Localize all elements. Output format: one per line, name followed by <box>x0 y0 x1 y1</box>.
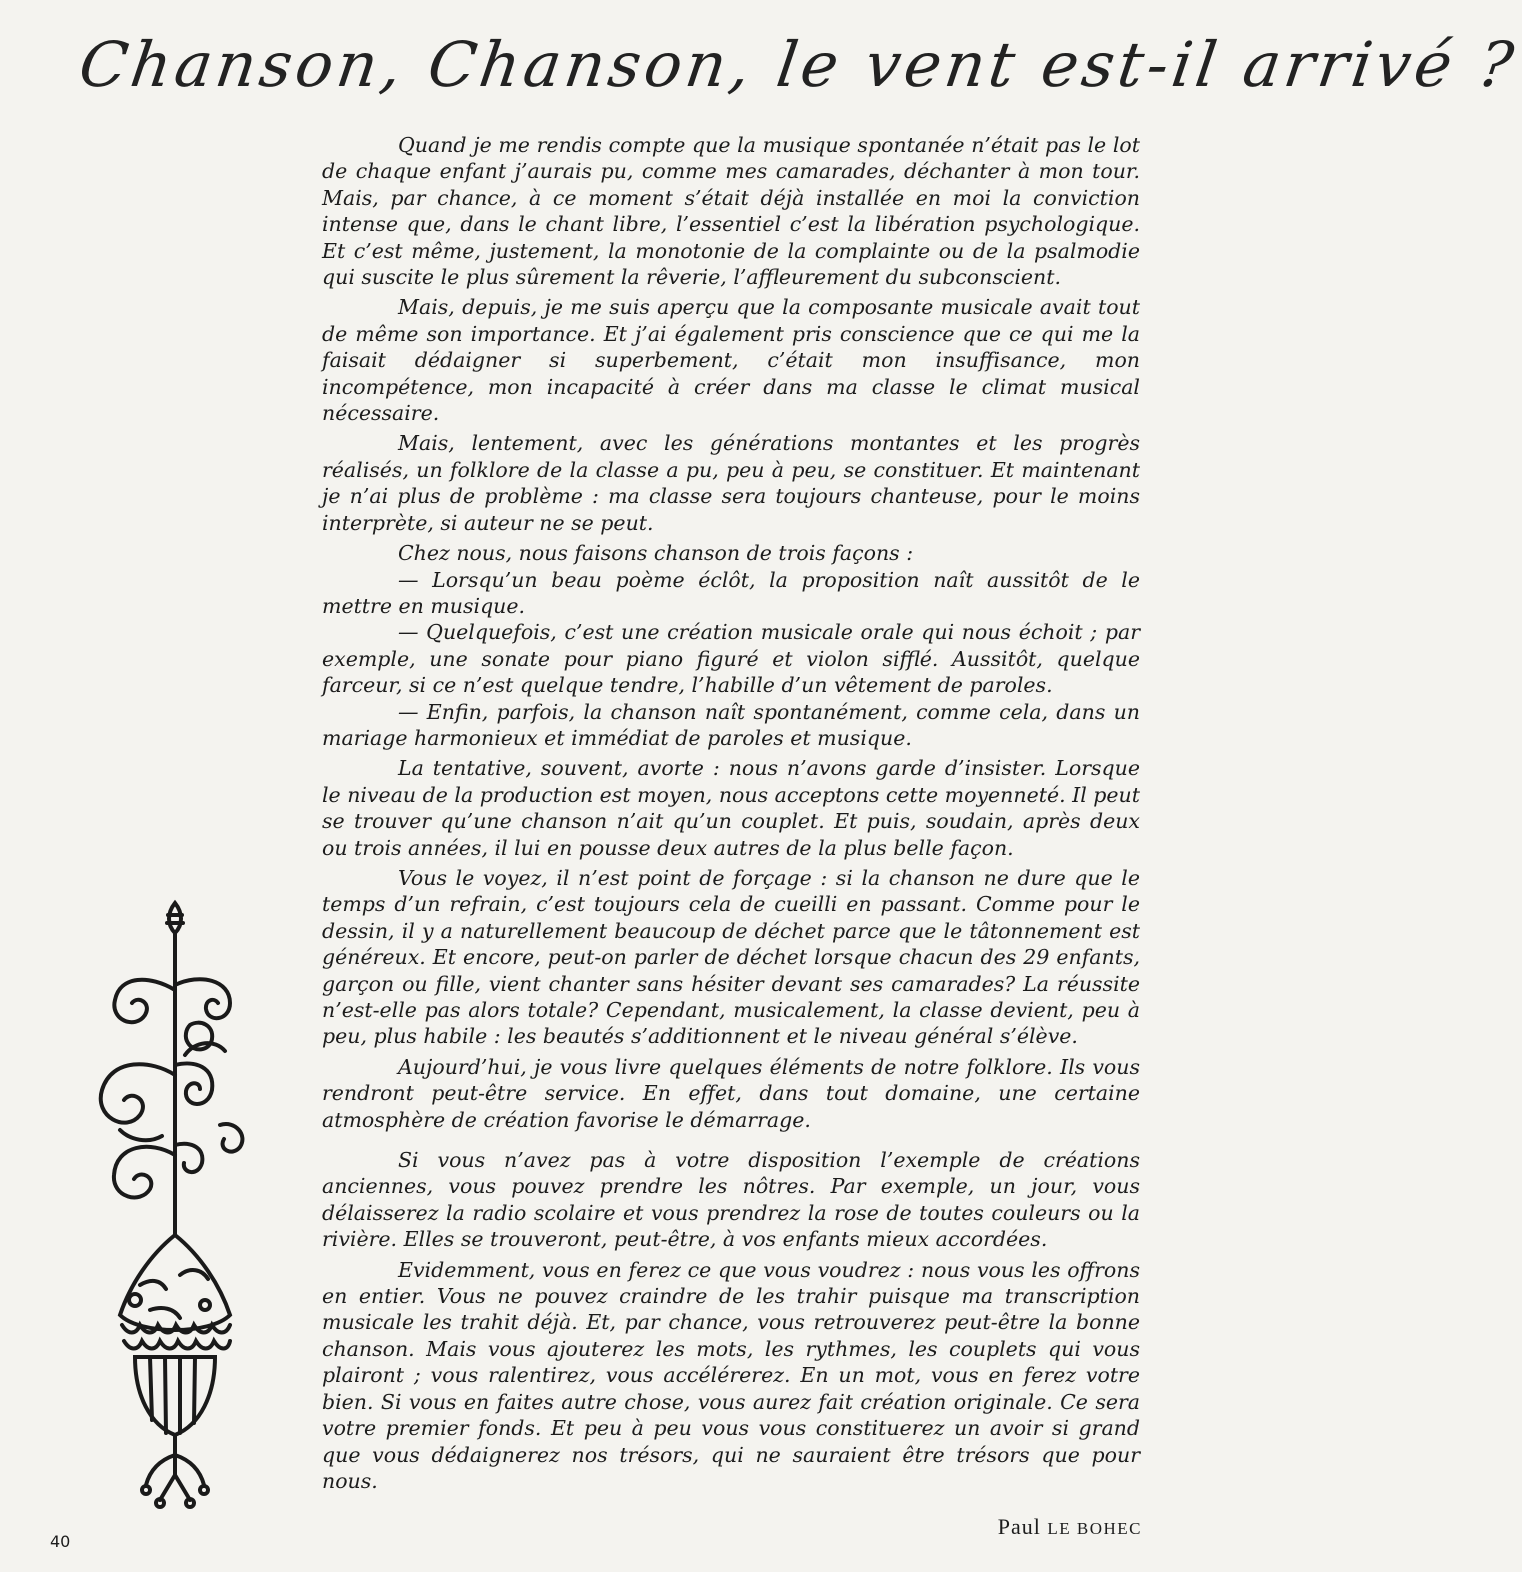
decorative-flower-illustration <box>80 895 270 1515</box>
paragraph: La tentative, souvent, avorte : nous n’avons garde d’insister. Lorsque le niveau de la production est moyen, nous acceptons cette moyenneté. Il peut se trouver qu’une chanson n’ait qu’un couplet. Et puis, soudain, après deux ou trois années, il lui en pousse deux autres de la plus belle façon. <box>322 756 1140 860</box>
page-number: 40 <box>50 1532 71 1551</box>
list-item: — Enfin, parfois, la chanson naît spontanément, comme cela, dans un mariage harmonieux et immédiat de paroles et musique. <box>322 699 1140 750</box>
author-first-name: Paul <box>997 1514 1041 1539</box>
paragraph: Vous le voyez, il n’est point de forçage : si la chanson ne dure que le temps d’un refrain, c’est toujours cela de cueilli en passant. Comme pour le dessin, il y a naturellement beaucoup de déchet parce que le tâtonnement est généreux. Et encore, peut-on parler de déchet lorsque chacun des 29 enfants, garçon ou fille, vient chanter sans hésiter devant ses camarades? La réussite n’est-elle pas alors totale? Cependant, musicalement, la classe devient, peu à peu, plus habile : les beautés s’additionnent et le niveau général s’élève. <box>322 865 1140 1049</box>
article-title: Chanson, Chanson, le vent est-il arrivé ? <box>74 28 1522 101</box>
paragraph: Chez nous, nous faisons chanson de trois façons : <box>398 541 914 566</box>
list-item: — Lorsqu’un beau poème éclôt, la proposition naît aussitôt de le mettre en musique. <box>322 567 1140 618</box>
list-item: — Quelquefois, c’est une création musicale orale qui nous échoit ; par exemple, une sonate pour piano figuré et violon sifflé. Aussitôt, quelque farceur, si ce n’est quelque tendre, l’habille d’un vêtement de paroles. <box>322 620 1140 698</box>
paragraph: Mais, lentement, avec les générations montantes et les progrès réalisés, un folklore de la classe a pu, peu à peu, se constituer. Et maintenant je n’ai plus de problème : ma classe sera toujours chanteuse, pour le moins interprète, si auteur ne se peut. <box>322 431 1140 535</box>
paragraph: Aujourd’hui, je vous livre quelques éléments de notre folklore. Ils vous rendront peut-être service. En effet, dans tout domaine, une certaine atmosphère de création favorise le démarrage. <box>322 1054 1140 1132</box>
paragraph: Evidemment, vous en ferez ce que vous voudrez : nous vous les offrons en entier. Vous ne pouvez craindre de les trahir puisque ma transcription musicale les trahit déjà. Et, par chance, vous retrouverez peut-être la bonne chanson. Mais vous ajouterez les mots, les rythmes, les couplets qui vous plairont ; vous ralentirez, vous accélérerez. En un mot, vous en ferez votre bien. Si vous en faites autre chose, vous aurez fait création originale. Ce sera votre premier fonds. Et peu à peu vous vous constituerez un avoir si grand que vous dédaignerez nos trésors, qui ne sauraient être trésors que pour nous. <box>322 1257 1140 1493</box>
paragraph: Si vous n’avez pas à votre disposition l’exemple de créations anciennes, vous pouvez prendre les nôtres. Par exemple, un jour, vous délaisserez la radio scolaire et vous prendrez la rose de toutes couleurs ou la rivière. Elles se trouveront, peut-être, à vos enfants mieux accordées. <box>322 1148 1140 1252</box>
author-last-name: LE BOHEC <box>1047 1519 1142 1538</box>
paragraph: Quand je me rendis compte que la musique spontanée n’était pas le lot de chaque enfant j’aurais pu, comme mes camarades, déchanter à mon tour. Mais, par chance, à ce moment s’était déjà installée en moi la conviction intense que, dans le chant libre, l’essentiel c’est la libération psychologique. Et c’est même, justement, la monotonie de la complainte ou de la psalmodie qui suscite le plus sûrement la rêverie, l’affleurement du subconscient. <box>322 133 1140 290</box>
paragraph: Mais, depuis, je me suis aperçu que la composante musicale avait tout de même son importance. Et j’ai également pris conscience que ce qui me la faisait dédaigner si superbement, c’était mon insuffisance, mon incompétence, mon incapacité à créer dans ma classe le climat musical nécessaire. <box>322 295 1140 426</box>
article-body <box>322 132 1140 1498</box>
author-signature <box>998 1514 1142 1540</box>
